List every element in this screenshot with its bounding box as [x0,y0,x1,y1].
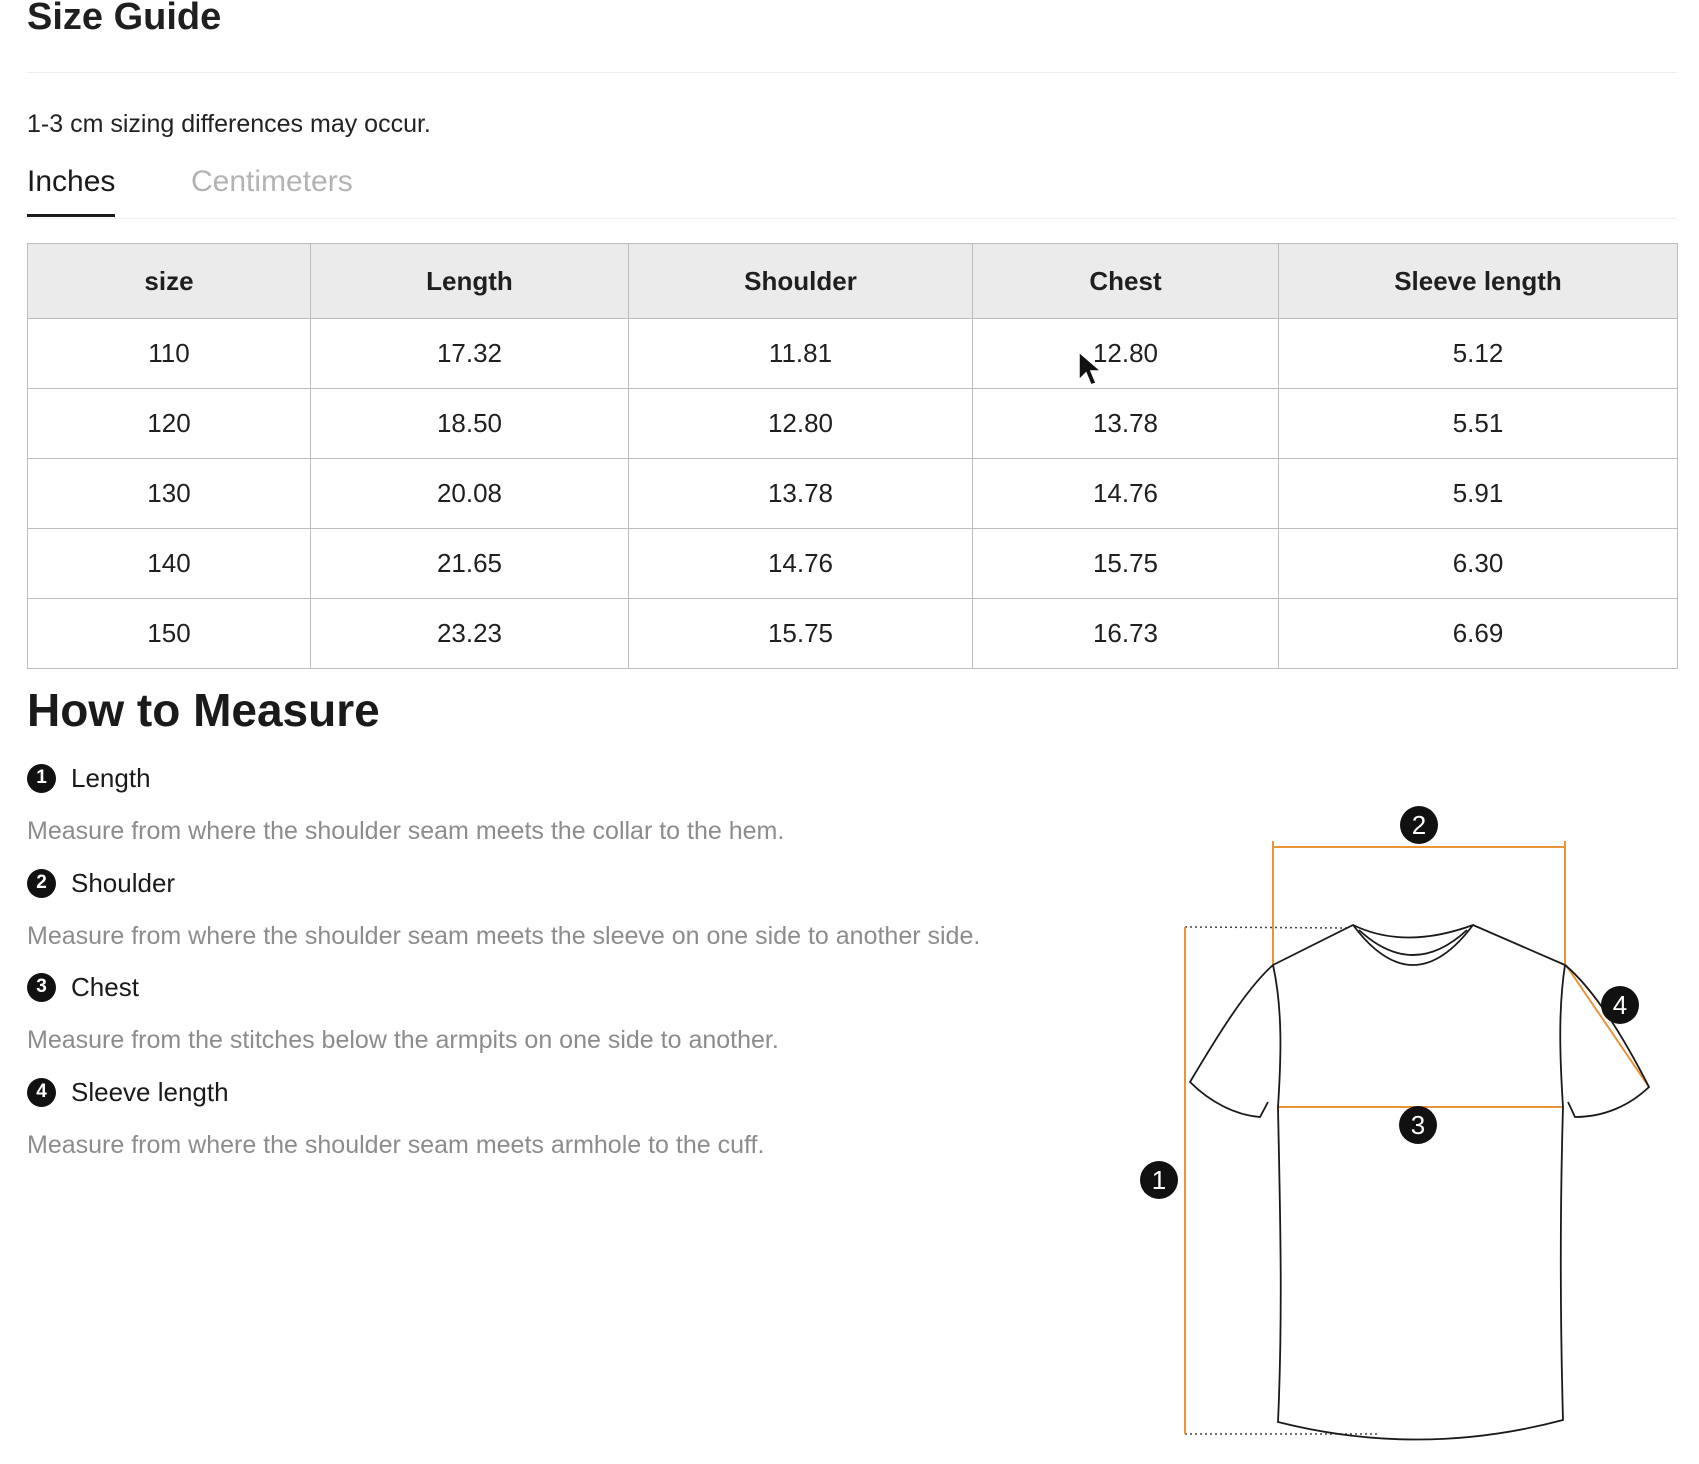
table-cell: 16.73 [973,599,1279,669]
table-cell: 20.08 [311,459,629,529]
measure-item-sleeve-length [27,1072,1077,1162]
measure-item-length [27,758,1077,848]
measure-label: Sleeve length [71,1076,229,1107]
size-table [27,243,1678,669]
table-row [28,529,1678,599]
table-cell: 15.75 [973,529,1279,599]
number-2-icon: 2 [27,869,56,898]
sleeve-line [1566,965,1649,1087]
table-row [28,319,1678,389]
table-cell: 15.75 [629,599,973,669]
svg-text:4: 4 [1612,990,1628,1020]
table-row [28,389,1678,459]
mouse-cursor-icon [1077,350,1103,388]
how-to-measure-title: How to Measure [27,684,380,736]
measure-label: Shoulder [71,867,176,898]
table-row [28,599,1678,669]
table-cell: 13.78 [629,459,973,529]
tab-inches[interactable]: Inches [27,160,115,217]
number-4-icon: 4 [27,1078,56,1107]
sizing-note: 1-3 cm sizing differences may occur. [27,110,431,138]
table-cell: 12.80 [629,389,973,459]
measure-item-chest [27,967,1077,1057]
tabs-divider [27,218,1677,219]
table-cell: 13.78 [973,389,1279,459]
header-sleeve-length: Sleeve length [1279,244,1678,319]
table-cell: 150 [28,599,311,669]
table-header-row [28,244,1678,319]
table-cell: 6.30 [1279,529,1678,599]
table-cell: 120 [28,389,311,459]
tshirt-measurement-diagram [1135,790,1680,1450]
table-cell: 11.81 [629,319,973,389]
number-1-icon: 1 [27,764,56,793]
measure-description: Measure from where the shoulder seam meets the collar to the hem. [27,817,785,845]
table-cell: 12.80 [973,319,1279,389]
header-size: size [28,244,311,319]
measure-label: Chest [71,971,139,1002]
title-divider [27,72,1677,73]
table-cell: 23.23 [311,599,629,669]
table-cell: 130 [28,459,311,529]
tshirt-icon [1190,925,1649,1440]
measure-description: Measure from where the shoulder seam meets armhole to the cuff. [27,1131,765,1159]
table-cell: 17.32 [311,319,629,389]
table-cell: 5.91 [1279,459,1678,529]
header-length: Length [311,244,629,319]
measure-description: Measure from the stitches below the armpits on one side to another. [27,1026,779,1054]
page-title: Size Guide [27,0,222,38]
table-cell: 6.69 [1279,599,1678,669]
number-3-icon: 3 [27,973,56,1002]
header-shoulder: Shoulder [629,244,973,319]
table-cell: 110 [28,319,311,389]
measure-description: Measure from where the shoulder seam meets the sleeve on one side to another side. [27,922,981,950]
header-chest: Chest [973,244,1279,319]
table-cell: 5.12 [1279,319,1678,389]
top-guide-line [1185,927,1350,928]
table-cell: 14.76 [973,459,1279,529]
measure-item-shoulder [27,863,1077,953]
tab-centimeters[interactable]: Centimeters [191,165,353,198]
svg-text:3: 3 [1410,1110,1426,1140]
table-cell: 14.76 [629,529,973,599]
svg-text:1: 1 [1151,1165,1167,1195]
table-cell: 5.51 [1279,389,1678,459]
measure-label: Length [71,762,151,793]
table-cell: 21.65 [311,529,629,599]
table-cell: 18.50 [311,389,629,459]
svg-text:2: 2 [1411,810,1427,840]
table-row [28,459,1678,529]
table-cell: 140 [28,529,311,599]
